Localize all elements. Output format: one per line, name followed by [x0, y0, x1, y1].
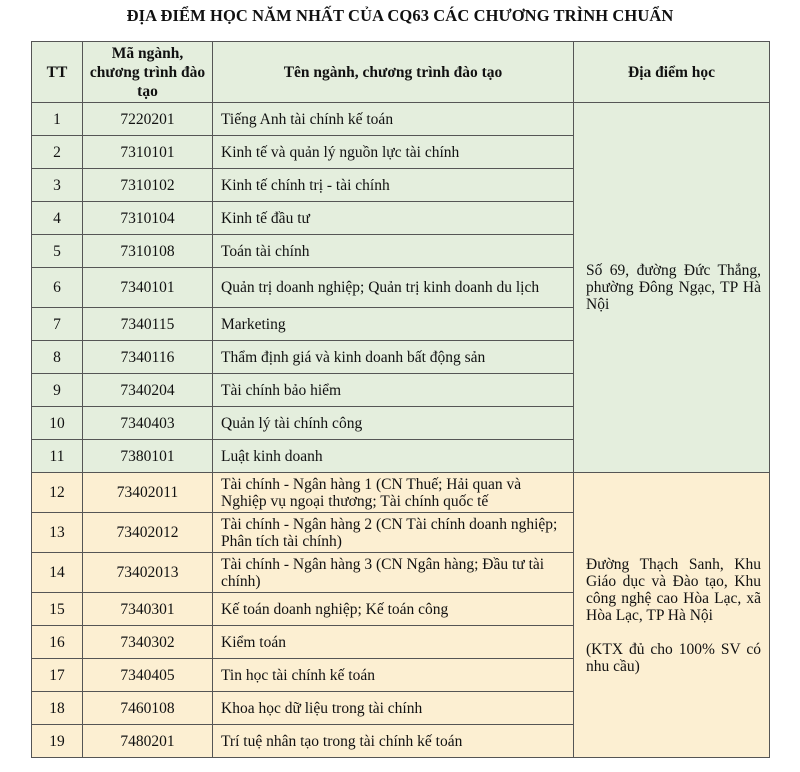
row-name: Tiếng Anh tài chính kế toán	[213, 103, 574, 136]
row-name: Trí tuệ nhân tạo trong tài chính kế toán	[213, 725, 574, 758]
row-name: Tài chính - Ngân hàng 3 (CN Ngân hàng; Đầu tư tài chính)	[213, 553, 574, 593]
row-code: 7220201	[83, 103, 213, 136]
row-tt: 1	[32, 103, 83, 136]
row-name: Tài chính - Ngân hàng 2 (CN Tài chính doanh nghiệp; Phân tích tài chính)	[213, 513, 574, 553]
row-tt: 15	[32, 593, 83, 626]
row-tt: 7	[32, 308, 83, 341]
location-group-2	[574, 473, 770, 758]
row-name: Khoa học dữ liệu trong tài chính	[213, 692, 574, 725]
row-tt: 17	[32, 659, 83, 692]
row-code: 7340301	[83, 593, 213, 626]
row-name: Tài chính bảo hiểm	[213, 374, 574, 407]
row-name: Kế toán doanh nghiệp; Kế toán công	[213, 593, 574, 626]
row-tt: 14	[32, 553, 83, 593]
row-code: 7460108	[83, 692, 213, 725]
row-code: 7310104	[83, 202, 213, 235]
table-row	[32, 473, 770, 513]
row-tt: 13	[32, 513, 83, 553]
row-name: Marketing	[213, 308, 574, 341]
row-code: 7310108	[83, 235, 213, 268]
row-code: 7480201	[83, 725, 213, 758]
row-tt: 10	[32, 407, 83, 440]
dormitory-note: (KTX đủ cho 100% SV có nhu cầu)	[586, 640, 761, 675]
row-code: 7340101	[83, 268, 213, 308]
row-name: Kiểm toán	[213, 626, 574, 659]
row-name: Quản trị doanh nghiệp; Quản trị kinh doanh du lịch	[213, 268, 574, 308]
location-group-2-text: Đường Thạch Sanh, Khu Giáo dục và Đào tạo, Khu công nghệ cao Hòa Lạc, xã Hòa Lạc, TP Hà Nội	[586, 555, 761, 624]
program-location-table	[31, 41, 770, 758]
row-code: 73402012	[83, 513, 213, 553]
row-name: Tài chính - Ngân hàng 1 (CN Thuế; Hải quan và Nghiệp vụ ngoại thương; Tài chính quốc tế	[213, 473, 574, 513]
row-name: Toán tài chính	[213, 235, 574, 268]
row-tt: 18	[32, 692, 83, 725]
row-code: 7340302	[83, 626, 213, 659]
row-name: Thẩm định giá và kinh doanh bất động sản	[213, 341, 574, 374]
row-code: 7310102	[83, 169, 213, 202]
row-tt: 16	[32, 626, 83, 659]
row-code: 7340403	[83, 407, 213, 440]
row-code: 7340405	[83, 659, 213, 692]
table-header-row	[32, 42, 770, 103]
row-tt: 3	[32, 169, 83, 202]
header-location: Địa điểm học	[574, 42, 770, 103]
row-name: Tin học tài chính kế toán	[213, 659, 574, 692]
row-code: 7340116	[83, 341, 213, 374]
row-code: 7380101	[83, 440, 213, 473]
row-tt: 9	[32, 374, 83, 407]
row-tt: 2	[32, 136, 83, 169]
row-name: Kinh tế và quản lý nguồn lực tài chính	[213, 136, 574, 169]
row-code: 7340115	[83, 308, 213, 341]
row-tt: 19	[32, 725, 83, 758]
row-tt: 6	[32, 268, 83, 308]
row-name: Kinh tế đầu tư	[213, 202, 574, 235]
row-code: 7340204	[83, 374, 213, 407]
location-group-1	[574, 103, 770, 473]
row-name: Quản lý tài chính công	[213, 407, 574, 440]
table-row	[32, 103, 770, 136]
row-tt: 5	[32, 235, 83, 268]
row-tt: 4	[32, 202, 83, 235]
row-name: Kinh tế chính trị - tài chính	[213, 169, 574, 202]
row-tt: 12	[32, 473, 83, 513]
header-name: Tên ngành, chương trình đào tạo	[213, 42, 574, 103]
header-tt: TT	[32, 42, 83, 103]
row-code: 73402013	[83, 553, 213, 593]
row-code: 7310101	[83, 136, 213, 169]
row-tt: 11	[32, 440, 83, 473]
location-group-1-text: Số 69, đường Đức Thắng, phường Đông Ngạc, TP Hà Nội	[586, 262, 761, 313]
page-title: ĐỊA ĐIỂM HỌC NĂM NHẤT CỦA CQ63 CÁC CHƯƠNG TRÌNH CHUẨN	[126, 6, 674, 25]
header-code: Mã ngành, chương trình đào tạo	[83, 42, 213, 103]
row-code: 73402011	[83, 473, 213, 513]
row-name: Luật kinh doanh	[213, 440, 574, 473]
row-tt: 8	[32, 341, 83, 374]
